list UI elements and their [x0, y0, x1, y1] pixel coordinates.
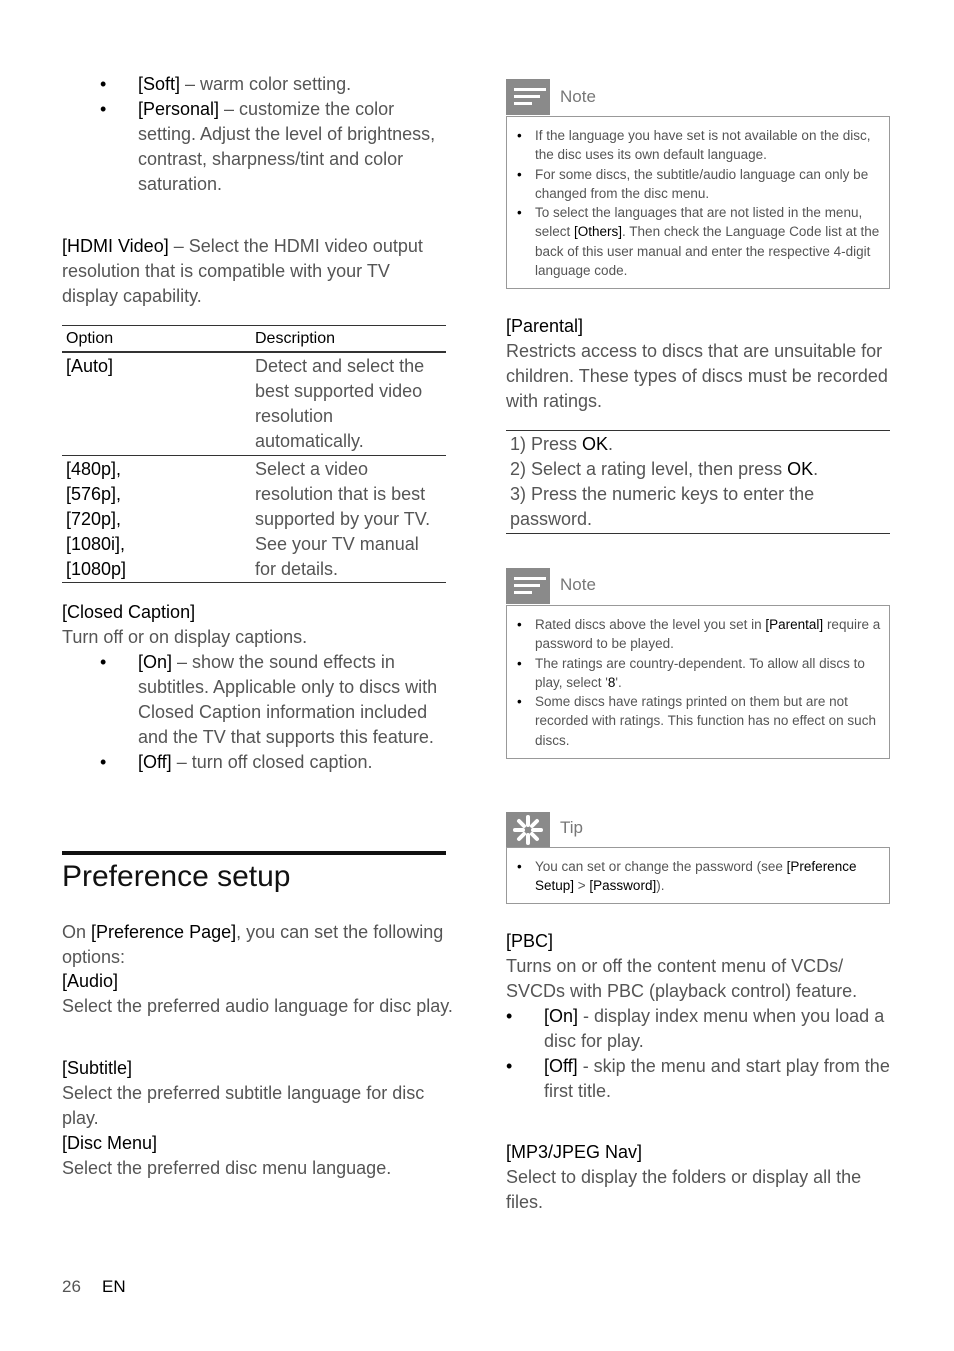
list-item: • Rated discs above the level you set in [Parental] require a password to be played.	[517, 617, 881, 652]
list-item: • [On] – show the sound effects in subtitles. Applicable only to discs with Closed Caption information included and the TV that supports this feature.	[100, 652, 438, 747]
list-item: • [Off] - skip the menu and start play from the first title.	[506, 1056, 890, 1101]
parental-title: [Parental]	[506, 316, 584, 336]
resolution-table	[62, 325, 446, 583]
closed-caption-intro: Turn off or on display captions.	[62, 627, 308, 647]
step-item: 2) Select a rating level, then press OK.	[510, 459, 819, 479]
list-item: • [Off] – turn off closed caption.	[100, 752, 373, 772]
list-item: • To select the languages that are not listed in the menu, select [Others]. Then check the Language Code list at the back of this user manual and enter the respective 4-digit language code.	[517, 205, 880, 279]
asterisk-icon	[506, 812, 550, 848]
note-label: Note	[560, 575, 596, 594]
table-row: [Auto] Detect and select the best supported video resolution automatically.	[62, 353, 446, 456]
list-item: • [On] - display index menu when you load a disc for play.	[506, 1006, 885, 1051]
table-row: [480p], [576p], [720p], [1080i], [1080p] Select a video resolution that is best supported by your TV. See your TV manual for details.	[62, 456, 446, 583]
subtitle-title: [Subtitle]	[62, 1058, 133, 1078]
note-lines-icon	[506, 79, 550, 115]
pbc-list	[506, 1004, 890, 1104]
pbc-text: Turns on or off the content menu of VCDs/ SVCDs with PBC (playback control) feature.	[506, 956, 858, 1001]
step-item: 1) Press OK.	[510, 434, 614, 454]
list-item: • For some discs, the subtitle/audio language can only be changed from the disc menu.	[517, 166, 869, 201]
pbc-title: [PBC]	[506, 931, 554, 951]
page-title: Preference setup	[62, 860, 291, 893]
column-header-description: Description	[255, 330, 336, 347]
disc-menu-title: [Disc Menu]	[62, 1133, 158, 1153]
audio-title: [Audio]	[62, 971, 119, 991]
disc-menu-text: Select the preferred disc menu language.	[62, 1158, 392, 1178]
step-item: 3) Press the numeric keys to enter the password.	[510, 484, 815, 529]
language-code: EN	[102, 1277, 126, 1296]
note-box	[506, 116, 890, 289]
page-number: 26	[62, 1277, 81, 1296]
preference-intro: On [Preference Page], you can set the following options:	[62, 922, 444, 967]
list-item: • The ratings are country-dependent. To allow all discs to play, select '8'.	[517, 655, 865, 690]
hdmi-video-paragraph: [HDMI Video] – Select the HDMI video output resolution that is compatible with your TV display capability.	[62, 236, 423, 306]
mp3-nav-title: [MP3/JPEG Nav]	[506, 1142, 643, 1162]
subtitle-text: Select the preferred subtitle language for disc play.	[62, 1083, 425, 1128]
mp3-nav-text: Select to display the folders or display all the files.	[506, 1167, 862, 1212]
list-item: • If the language you have set is not available on the disc, the disc uses its own default language.	[517, 128, 871, 163]
list-item: • [Soft] – warm color setting.	[100, 74, 352, 94]
list-item: • [Personal] – customize the color setting. Adjust the level of brightness, contrast, sharpness/tint and color saturation.	[100, 99, 436, 194]
parental-steps	[506, 430, 890, 534]
picture-setting-list	[100, 72, 438, 197]
audio-text: Select the preferred audio language for disc play.	[62, 996, 453, 1016]
column-header-option: Option	[66, 330, 114, 347]
section-divider	[62, 851, 446, 855]
note-box	[506, 605, 890, 759]
note-label: Note	[560, 87, 596, 106]
list-item: • Some discs have ratings printed on them but are not recorded with ratings. This function has no effect on such discs.	[517, 694, 876, 748]
tip-label: Tip	[560, 818, 583, 837]
tip-box	[506, 847, 890, 904]
closed-caption-list	[100, 650, 440, 775]
closed-caption-title: [Closed Caption]	[62, 602, 196, 622]
note-lines-icon	[506, 568, 550, 604]
table-header	[62, 326, 446, 353]
parental-text: Restricts access to discs that are unsuitable for children. These types of discs must be recorded with ratings.	[506, 341, 888, 411]
list-item: • You can set or change the password (see [Preference Setup] > [Password]).	[517, 859, 857, 894]
